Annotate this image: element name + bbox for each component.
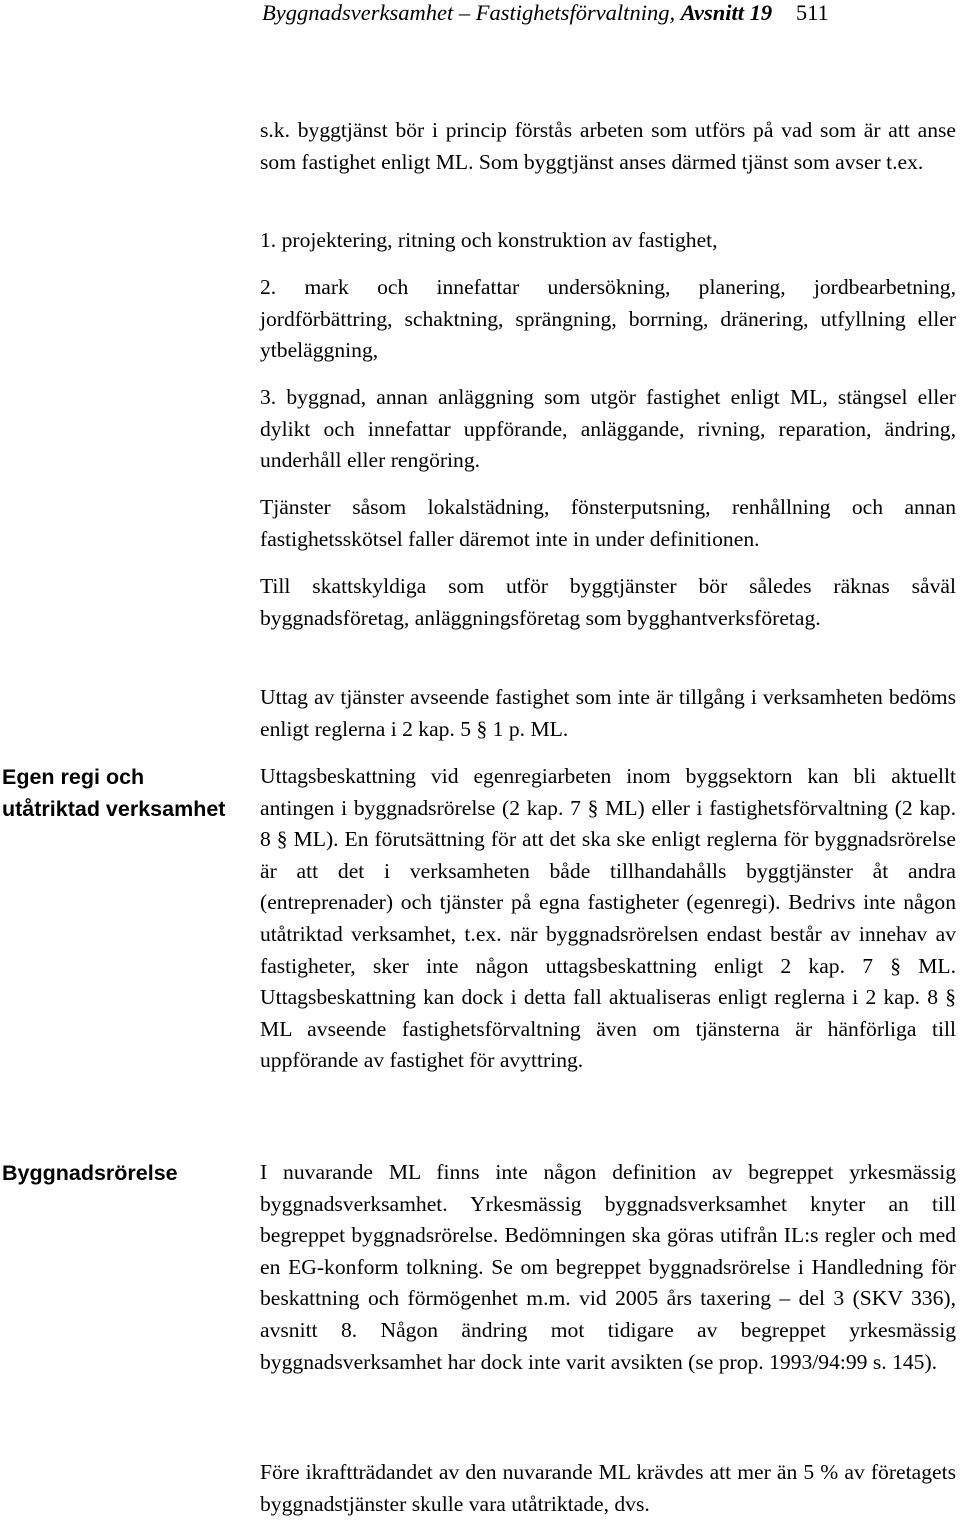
- page-number: 511: [795, 0, 829, 25]
- paragraph-nuvarande-ml: I nuvarande ML finns inte någon definition av begreppet yrkesmässig byggnadsverksamhet. Yrkesmässig byggnadsverksamhet knyter an till begreppet byggnadsrörelse. Bedömningen ska göras utifrån IL:s regler och med en EG-konform tolkning. Se om begreppet byggnadsrörelse i Handledning för beskattning och förmögenhet m.m. vid 2005 års taxering – del 3 (SKV 336), avsnitt 8. Någon ändring mot tidigare av begreppet yrkesmässig byggnadsverksamhet har dock inte varit avsikten (se prop. 1993/94:99 s. 145).: [260, 1160, 956, 1374]
- margin-heading-egen-regi: Egen regi och utåtriktad verksamhet: [2, 765, 226, 821]
- list-item-1: 1. projektering, ritning och konstruktion av fastighet,: [260, 228, 718, 252]
- running-title: Byggnadsverksamhet – Fastighetsförvaltning,: [262, 0, 676, 25]
- section-label: Avsnitt 19: [680, 0, 773, 25]
- paragraph-fore-ikrafttradandet: Före ikraftträdandet av den nuvarande ML krävdes att mer än 5 % av företagets byggnadstjänster skulle vara utåtriktade, dvs.: [260, 1460, 956, 1516]
- list-item-2: 2. mark och innefattar undersökning, planering, jordbearbetning, jordförbättring, schaktning, sprängning, borrning, dränering, utfyllning eller ytbeläggning,: [260, 275, 956, 363]
- list-item-3: 3. byggnad, annan anläggning som utgör fastighet enligt ML, stängsel eller dylikt och innefattar uppförande, anläggande, rivning, reparation, ändring, underhåll eller rengöring.: [260, 385, 956, 473]
- running-header: [262, 0, 952, 40]
- paragraph-tjanster: Tjänster såsom lokalstädning, fönsterputsning, renhållning och annan fastighetsskötsel faller däremot inte in under definitionen.: [260, 495, 956, 551]
- margin-heading-byggnadsrorelse: Byggnadsrörelse: [2, 1161, 178, 1185]
- paragraph-skattskyldiga: Till skattskyldiga som utför byggtjänster bör således räknas såväl byggnadsföretag, anläggningsföretag som bygghantverksföretag.: [260, 574, 956, 630]
- intro-paragraph: s.k. byggtjänst bör i princip förstås arbeten som utförs på vad som är att anse som fastighet enligt ML. Som byggtjänst anses därmed tjänst som avser t.ex.: [260, 118, 956, 174]
- paragraph-uttagsbeskattning: Uttagsbeskattning vid egenregiarbeten inom byggsektorn kan bli aktuellt antingen i byggnadsrörelse (2 kap. 7 § ML) eller i fastighetsförvaltning (2 kap. 8 § ML). En förutsättning för att det ska ske enligt reglerna för byggnadsrörelse är att det i verksamheten både tillhandahålls byggtjänster åt andra (entreprenader) och tjänster på egna fastigheter (egenregi). Bedrivs inte någon utåtriktad verksamhet, t.ex. när byggnadsrörelsen endast består av innehav av fastigheter, sker inte någon uttagsbeskattning enligt 2 kap. 7 § ML. Uttagsbeskattning kan dock i detta fall aktualiseras enligt reglerna i 2 kap. 8 § ML avseende fastighetsförvaltning även om tjänsterna är hänförliga till uppförande av fastighet för avyttring.: [260, 764, 956, 1073]
- paragraph-uttag: Uttag av tjänster avseende fastighet som inte är tillgång i verksamheten bedöms enligt reglerna i 2 kap. 5 § 1 p. ML.: [260, 685, 956, 741]
